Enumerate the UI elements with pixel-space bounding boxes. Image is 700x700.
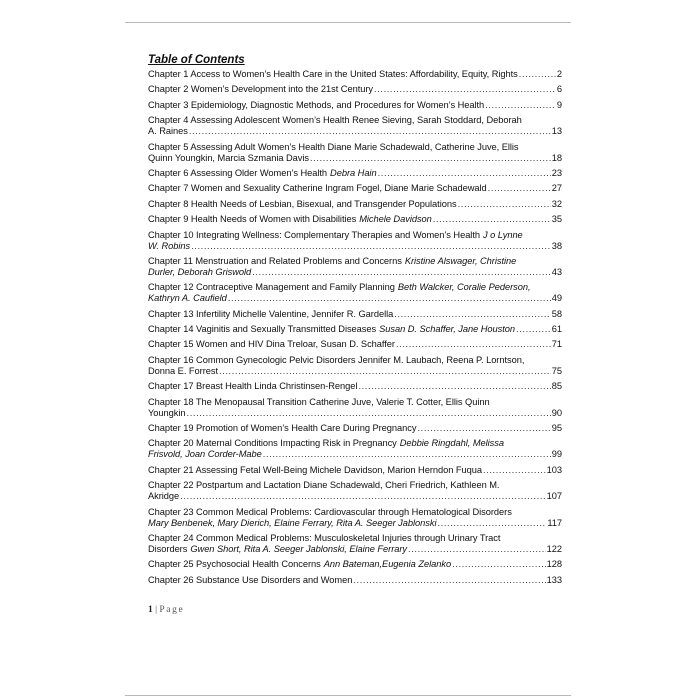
toc-entry-line [148,142,562,153]
toc-entry[interactable] [148,84,562,95]
chapter-authors: Gwen Short, Rita A. Seeger Jablonski, Elaine Ferrary [190,543,408,554]
chapter-page-number: 58 [551,308,562,319]
dot-leader [394,309,551,320]
chapter-title: Chapter 5 Assessing Adult Women’s Health Diane Marie Schadewald, Catherine Juve, Ellis [148,141,519,152]
chapter-title: Chapter 23 Common Medical Problems: Cardiovascular through Hematological Disorders [148,506,512,517]
chapter-page-number: 43 [551,266,562,277]
toc-entry-line [148,100,562,111]
toc-entry[interactable] [148,465,562,476]
chapter-page-number: 23 [551,167,562,178]
toc-entry-line [148,241,562,252]
chapter-title: Chapter 16 Common Gynecologic Pelvic Disorders Jennifer M. Laubach, Reena P. Lorntson, [148,354,525,365]
toc-entry[interactable] [148,480,562,502]
toc-entry-line [148,214,562,225]
dot-leader [310,153,551,164]
toc-entry[interactable] [148,69,562,80]
chapter-page-number: 90 [551,407,562,418]
toc-entry-line [148,115,562,126]
toc-entry-line [148,575,562,586]
dot-leader [483,465,546,476]
toc-entry-line [148,559,562,570]
toc-entry-line [148,324,562,335]
chapter-title: Chapter 10 Integrating Wellness: Complementary Therapies and Women’s Health [148,229,480,240]
toc-entry-line [148,267,562,278]
chapter-authors: Ann Bateman,Eugenia Zelanko [323,559,452,570]
toc-entry[interactable] [148,381,562,392]
dot-leader [228,293,551,304]
toc-entry-line [148,465,562,476]
toc-entry[interactable] [148,507,562,529]
dot-leader [519,69,556,80]
dot-leader [488,183,551,194]
toc-entry[interactable] [148,423,562,434]
chapter-title: Chapter 8 Health Needs of Lesbian, Bisexual, and Transgender Populations [148,198,457,209]
toc-entry-line [148,408,562,419]
chapter-page-number: 27 [551,183,562,194]
chapter-authors: Debra Hain [330,167,377,178]
chapter-title: Chapter 1 Access to Women’s Health Care in the United States: Affordability, Equity, Rights [148,69,518,79]
chapter-page-number: 49 [551,293,562,304]
toc-entry[interactable] [148,324,562,335]
toc-entry-line [148,423,562,434]
dot-leader [396,339,551,350]
chapter-page-number: 38 [551,240,562,251]
toc-entry[interactable] [148,282,562,304]
chapter-title: Chapter 9 Health Needs of Women with Disabilities [148,214,357,225]
page-label: Page [159,605,185,615]
dot-leader [187,408,551,419]
chapter-title: Chapter 11 Menstruation and Related Problems and Concerns [148,255,402,266]
toc-entry-line [148,491,562,502]
toc-entry-line [148,230,562,241]
toc-entry[interactable] [148,339,562,350]
dot-leader [378,168,551,179]
chapter-page-number: 61 [551,324,562,335]
chapter-title: Chapter 19 Promotion of Women’s Health Care During Pregnancy [148,423,417,434]
dot-leader [219,366,551,377]
chapter-authors: Frisvold, Joan Corder-Mabe [148,449,262,460]
dot-leader [408,544,546,555]
chapter-authors: W. Robins [148,240,191,251]
chapter-page-number: 13 [551,126,562,137]
chapter-authors: Kristine Alswager, Christine [404,255,517,266]
chapter-page-number: 122 [546,543,562,554]
chapter-title: Chapter 12 Contraceptive Management and Family Planning [148,282,395,293]
toc-entry-line [148,544,562,555]
page-number: 1 [148,605,153,615]
chapter-authors: J o Lynne [482,229,523,240]
dot-leader [191,241,551,252]
toc-entry[interactable] [148,559,562,570]
toc-entry[interactable] [148,230,562,252]
chapter-title: Chapter 15 Women and HIV Dina Treloar, Susan D. Schaffer [148,339,395,350]
toc-entry[interactable] [148,115,562,137]
chapter-authors: Susan D. Schaffer, Jane Houston [379,324,516,335]
chapter-title: Chapter 13 Infertility Michelle Valentine, Jennifer R. Gardella [148,308,394,319]
dot-leader [433,214,551,225]
chapter-title: Chapter 18 The Menopausal Transition Catherine Juve, Valerie T. Cotter, Ellis Quinn [148,396,490,407]
toc-entry-line [148,381,562,392]
dot-leader [353,575,545,586]
toc-entry[interactable] [148,256,562,278]
dot-leader [417,423,550,434]
toc-entry[interactable] [148,355,562,377]
page-footer [148,605,184,615]
toc-entry[interactable] [148,100,562,111]
toc-entry-line [148,533,562,544]
toc-entry[interactable] [148,309,562,320]
chapter-page-number: 107 [546,491,562,502]
dot-leader [458,199,551,210]
toc-entry-line [148,199,562,210]
chapter-page-number: 75 [551,365,562,376]
dot-leader [516,324,551,335]
dot-leader [374,84,556,95]
toc-entry-line [148,69,562,80]
toc-entry-line [148,507,562,518]
chapter-title: Chapter 20 Maternal Conditions Impacting Risk in Pregnancy [148,438,397,449]
chapter-page-number: 6 [556,84,562,95]
chapter-page-number: 35 [551,214,562,225]
footer-separator: | [155,605,158,615]
toc-entry[interactable] [148,168,562,179]
chapter-title: Chapter 14 Vaginitis and Sexually Transmitted Diseases [148,324,377,335]
chapter-title: Akridge [148,491,180,502]
chapter-title: Chapter 26 Substance Use Disorders and Women [148,574,353,585]
toc-entry-line [148,309,562,320]
chapter-page-number: 128 [546,559,562,570]
toc-title: Table of Contents [148,54,245,66]
top-rule [125,22,571,23]
toc-entry[interactable] [148,397,562,419]
dot-leader [263,449,551,460]
chapter-page-number: 2 [556,69,562,79]
chapter-authors: Beth Walcker, Coralie Pederson, [397,282,531,293]
toc-entry[interactable] [148,214,562,225]
toc-entry[interactable] [148,183,562,194]
chapter-page-number: 103 [546,464,562,475]
chapter-title: Chapter 24 Common Medical Problems: Musculoskeletal Injuries through Urinary Tract [148,532,501,543]
chapter-title: Chapter 21 Assessing Fetal Well-Being Michele Davidson, Marion Herndon Fuqua [148,464,482,475]
chapter-authors: Durler, Deborah Griswold [148,266,252,277]
chapter-title: Chapter 7 Women and Sexuality Catherine Ingram Fogel, Diane Marie Schadewald [148,183,487,194]
toc-entry-line [148,438,562,449]
chapter-authors: Mary Benbenek, Mary Dierich, Elaine Ferrary, Rita A. Seeger Jablonski [148,517,437,528]
toc-entry-line [148,84,562,95]
toc-entry-line [148,168,562,179]
toc-entry-line [148,355,562,366]
toc-entry-line [148,126,562,137]
toc-entry[interactable] [148,533,562,555]
chapter-page-number: 99 [551,449,562,460]
bottom-rule [125,695,571,696]
toc-list [148,69,562,586]
chapter-title: Disorders [148,543,188,554]
toc-entry-line [148,366,562,377]
toc-entry-line [148,397,562,408]
chapter-page-number: 85 [551,381,562,392]
chapter-authors: Michele Davidson [359,214,432,225]
chapter-page-number: 32 [551,198,562,209]
toc-entry-line [148,293,562,304]
chapter-title: A. Raines [148,126,188,137]
dot-leader [358,381,550,392]
chapter-title: Chapter 25 Psychosocial Health Concerns [148,559,321,570]
chapter-page-number: 71 [551,339,562,350]
toc-entry[interactable] [148,199,562,210]
toc-section [148,53,562,590]
chapter-title: Youngkin [148,407,186,418]
chapter-page-number: 9 [556,99,562,110]
chapter-title: Quinn Youngkin, Marcia Szmania Davis [148,152,309,163]
chapter-title: Chapter 6 Assessing Older Women’s Health [148,167,328,178]
chapter-title: Chapter 3 Epidemiology, Diagnostic Methods, and Procedures for Women’s Health [148,99,485,110]
chapter-title: Chapter 17 Breast Health Linda Christinsen-Rengel [148,381,358,392]
chapter-authors: Kathryn A. Caufield [148,293,227,304]
chapter-page-number: 133 [546,574,562,585]
chapter-authors: Debbie Ringdahl, Melissa [399,438,504,449]
toc-entry[interactable] [148,142,562,164]
chapter-page-number: 95 [551,423,562,434]
chapter-title: Chapter 2 Women’s Development into the 21st Century [148,84,374,95]
toc-entry-line [148,449,562,460]
toc-entry-line [148,183,562,194]
dot-leader [438,518,547,529]
chapter-page-number: 18 [551,152,562,163]
toc-entry-line [148,282,562,293]
toc-entry-line [148,480,562,491]
dot-leader [180,491,545,502]
dot-leader [452,559,546,570]
toc-entry[interactable] [148,438,562,460]
toc-entry[interactable] [148,575,562,586]
toc-entry-line [148,153,562,164]
dot-leader [485,100,556,111]
chapter-title: Chapter 22 Postpartum and Lactation Diane Schadewald, Cheri Friedrich, Kathleen M. [148,480,500,491]
dot-leader [189,126,551,137]
toc-entry-line [148,518,562,529]
chapter-title: Donna E. Forrest [148,365,218,376]
toc-entry-line [148,339,562,350]
chapter-page-number: 117 [547,517,562,528]
chapter-title: Chapter 4 Assessing Adolescent Women’s Health Renee Sieving, Sarah Stoddard, Deborah [148,115,522,126]
toc-entry-line [148,256,562,267]
dot-leader [252,267,551,278]
